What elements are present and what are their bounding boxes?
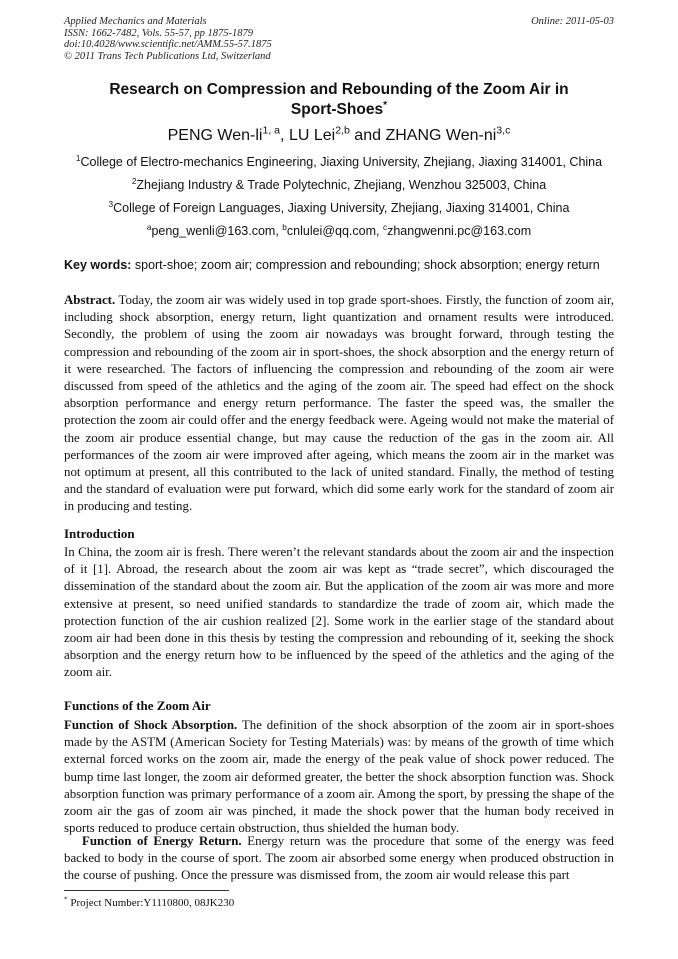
footnote-text: Project Number:Y1110800, 08JK230 xyxy=(67,897,235,909)
author-sep: , xyxy=(280,127,289,144)
journal-copyright: © 2011 Trans Tech Publications Ltd, Switzerland xyxy=(64,50,271,62)
author-sep: and xyxy=(349,127,386,144)
affiliation-sup: 1 xyxy=(75,154,81,164)
author-name: LU Lei xyxy=(288,127,336,144)
email-link[interactable]: zhangwenni.pc@163.com xyxy=(387,224,532,238)
energy-return-paragraph xyxy=(64,833,614,885)
affiliation-text: College of Electro-mechanics Engineering, Jiaxing University, Zhejiang, Jiaxing 314001, China xyxy=(80,155,603,169)
email-sep: , xyxy=(376,224,383,238)
abstract xyxy=(64,292,614,516)
email-sup: c xyxy=(382,223,388,233)
affiliation-2 xyxy=(64,177,614,193)
footnote xyxy=(64,896,234,910)
title-line-1: Research on Compression and Rebounding of the Zoom Air in xyxy=(109,81,569,98)
footnote-divider xyxy=(64,890,229,891)
email-link[interactable]: cnlulei@qq.com xyxy=(286,224,377,238)
keywords xyxy=(64,257,614,273)
author-sup: 1, a xyxy=(262,124,281,137)
affiliation-text: Zhejiang Industry & Trade Polytechnic, Zhejiang, Wenzhou 325003, China xyxy=(136,178,547,192)
affiliation-text: College of Foreign Languages, Jiaxing University, Zhejiang, Jiaxing 314001, China xyxy=(113,201,570,215)
keywords-text: sport-shoe; zoom air; compression and rebounding; shock absorption; energy return xyxy=(131,258,600,272)
introduction-text: In China, the zoom air is fresh. There weren’t the relevant standards about the zoom air and the inspection of it [1]. Abroad, the research about the zoom air was kept as “trade secret”, which discouraged the dissemination of the standard about the zoom air. But the application of the zoom air was more and more extensive at present, so need unified standards to standardize the trade of zoom air, which made the protection function of the air cushion realized [2]. Some work in the earlier stage of the standard about zoom air had been done in this thesis by testing the compression and rebounding of it, seeking the shock absorption and the energy return how to be influenced by the speed of the athletics and the aging of the zoom air. xyxy=(64,545,614,680)
shock-absorption-text: The definition of the shock absorption of the zoom air in sport-shoes made by the ASTM (American Society for Testing Materials) was: by means of the growth of time which external forced works on the zoom air, made the energy of the peak value of shock power reduced. The bump time last longer, the zoom air deformed greater, the better the shock absorption function was. Shock absorption function was primary performance of a zoom air. Among the sport, by pressing the shape of the zoom air the gas of zoom air was pinched, it made the shock power that the human body received in sports reduced to produce certain obstruction, thus shielded the human body. xyxy=(64,718,614,836)
paper-title xyxy=(64,80,614,120)
keywords-label: Key words: xyxy=(64,258,132,272)
email-sup: a xyxy=(146,223,152,233)
author-sup: 2,b xyxy=(335,124,350,137)
journal-issn: ISSN: 1662-7482, Vols. 55-57, pp 1875-1879 xyxy=(64,27,253,39)
title-line-2 xyxy=(64,100,614,120)
footnote-mark: * xyxy=(64,895,68,904)
energy-return-label: Function of Energy Return. xyxy=(82,834,242,848)
journal-doi: doi:10.4028/www.scientific.net/AMM.55-57.1875 xyxy=(64,39,272,50)
title-footnote-mark: * xyxy=(383,99,388,111)
email-list xyxy=(64,223,614,239)
journal-info xyxy=(64,16,272,62)
author-name: PENG Wen-li xyxy=(167,127,263,144)
introduction-heading: Introduction xyxy=(64,526,135,541)
author-name: ZHANG Wen-ni xyxy=(385,127,497,144)
journal-name: Applied Mechanics and Materials xyxy=(64,16,207,27)
affiliation-sup: 3 xyxy=(108,200,114,210)
affiliation-sup: 2 xyxy=(131,177,137,187)
author-list xyxy=(64,126,614,146)
title-line-2-text: Sport-Shoes xyxy=(290,101,384,118)
affiliation-3 xyxy=(64,200,614,216)
shock-absorption-paragraph xyxy=(64,717,614,837)
shock-absorption-label: Function of Shock Absorption. xyxy=(64,718,238,732)
email-sep: , xyxy=(275,224,283,238)
email-sup: b xyxy=(282,223,287,233)
online-date: Online: 2011-05-03 xyxy=(531,16,614,27)
energy-return-text: Energy return was the procedure that some of the energy was feed backed to body in the course of sport. The zoom air absorbed some energy when produced obstruction in the course of pushing. Once the pressure was dismissed from, the zoom air would release this part xyxy=(64,834,614,883)
functions-heading: Functions of the Zoom Air xyxy=(64,698,211,713)
abstract-text: Today, the zoom air was widely used in top grade sport-shoes. Firstly, the function of zoom air, including shock absorption, energy return, light quantization and ornament results were introduced. Secondly, the problem of using the zoom air nowadays was brought forward, through testing the compression and rebounding of the zoom air in sport-shoes, the shock absorption and the energy return of it were researched. The factors of influencing the compression and rebounding of the zoom air were discussed from speed of the athletics and the aging of the zoom air. The speed had effect on the shock absorption performance and energy return performance. The faster the speed was, the smaller the protection the zoom air could offer and the energy feedback were. Ageing would not make the material of the zoom air produce essential change, but may cause the reduction of the gas in the zoom air. All performances of the zoom air were improved after ageing, which means the zoom air in the market was not optimum at present, all this contributed to the lack of united standard. Finally, the method of testing and the standard of evaluation were put forward, which did some early work for the standard of zoom air in producing and testing. xyxy=(64,293,614,514)
affiliation-1 xyxy=(64,154,614,170)
email-link[interactable]: peng_wenli@163.com xyxy=(151,224,276,238)
author-sup: 3,c xyxy=(496,124,511,137)
abstract-label: Abstract. xyxy=(64,293,116,307)
